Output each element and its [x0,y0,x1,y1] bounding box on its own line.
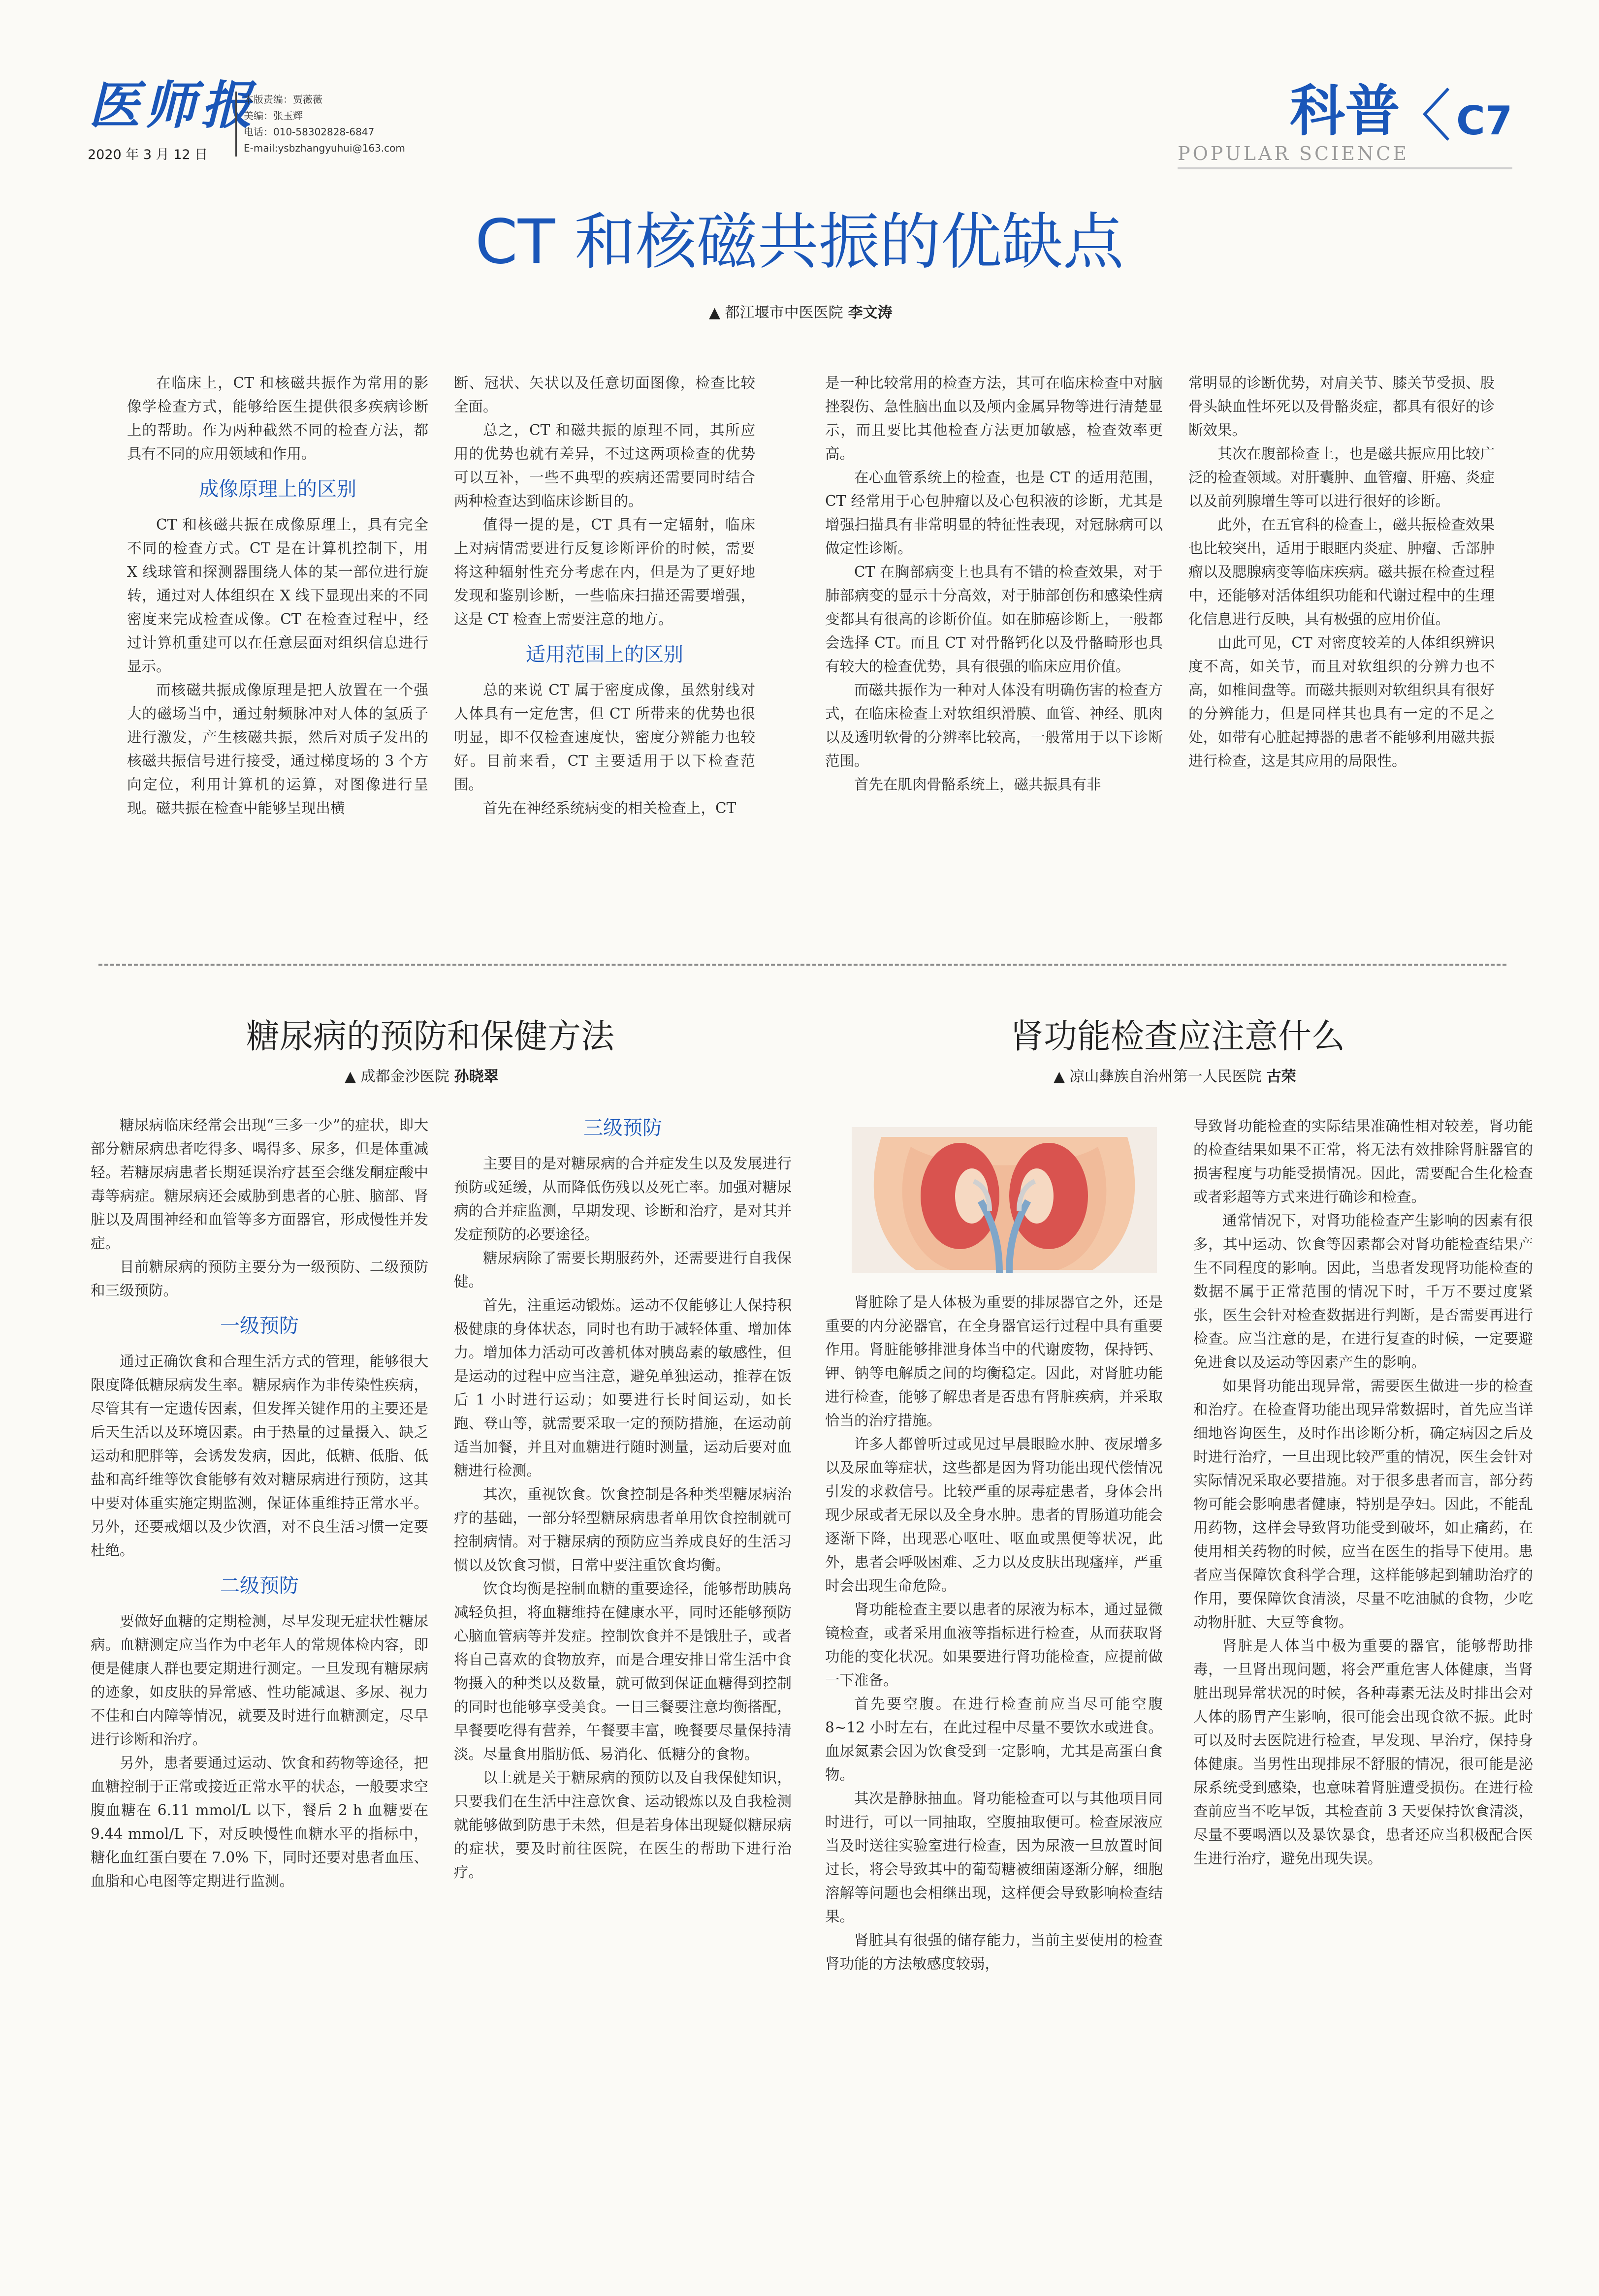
article-title: CT 和核磁共振的优缺点 [475,207,1124,278]
paragraph: 首先在神经系统病变的相关检查上，CT [483,800,736,817]
paragraph: 肾脏具有很强的储存能力，当前主要使用的检查肾功能的方法敏感度较弱， [825,1932,1163,1972]
author-name: 古荣 [1266,1068,1296,1085]
paragraph: 断、冠状、矢状以及任意切面图像，检查比较全面。 [454,375,755,415]
paragraph: 许多人都曾听过或见过早晨眼睑水肿、夜尿增多以及尿血等症状，这些都是因为肾功能出现代偿情况引发的求救信号。比较严重的尿毒症患者，身体会出现少尿或者无尿以及全身水肿。患者的胃肠道功能会逐渐下降，出现恶心呕吐、呕血或黑便等状况，此外，患者会呼吸困难、乏力以及皮肤出现瘙痒，严重时会出现生命危险。 [825,1436,1163,1594]
article-column [454,1113,792,1884]
paragraph: 糖尿病除了需要长期服药外，还需要进行自我保健。 [454,1250,792,1290]
editor-line: E-mail:ysbzhangyuhui@163.com [244,142,405,154]
paragraph: 是一种比较常用的检查方法，其可在临床检查中对脑挫裂伤、急性脑出血以及颅内金属异物等进行清楚显示，而且要比其他检查方法更加敏感，检查效率更高。 [825,375,1163,462]
paragraph: 其次在腹部检查上，也是磁共振应用比较广泛的检查领域。对肝囊肿、血管瘤、肝癌、炎症以及前列腺增生等可以进行很好的诊断。 [1188,445,1495,509]
paragraph: 肾脏是人体当中极为重要的器官，能够帮助排毒，一旦肾出现问题，将会严重危害人体健康，当肾脏出现异常状况的时候，各种毒素无法及时排出会对人体的肠胃产生影响，很可能会出现食欲不振。此时可以及时去医院进行检查，早发现、早治疗，保持身体健康。当男性出现排尿不舒服的情况，很可能是泌尿系统受到感染，也意味着肾脏遭受损伤。在进行检查前应当不吃早饭，其检查前 3 天要保持饮食清淡，尽量不要喝酒以及暴饮暴食，患者还应当积极配合医生进行治疗，避免出现失误。 [1193,1637,1533,1867]
paragraph: 而磁共振作为一种对人体没有明确伤害的检查方式，在临床检查上对软组织滑膜、血管、神经、肌肉以及透明软骨的分辨率比较高，一般常用于以下诊断范围。 [825,682,1163,769]
paragraph: 此外，在五官科的检查上，磁共振检查效果也比较突出，适用于眼眶内炎症、肿瘤、舌部肿瘤以及腮腺病变等临床疾病。磁共振在检查过程中，还能够对活体组织功能和代谢过程中的生理化信息进行反映，具有极强的应用价值。 [1188,516,1495,628]
author-unit: ▲ 成都金沙医院 [345,1068,449,1085]
author-unit: ▲ 凉山彝族自治州第一人民医院 [1054,1068,1262,1085]
article-byline [345,1064,499,1086]
author-name: 李文涛 [848,304,893,321]
author-unit: ▲ 都江堰市中医医院 [709,304,843,321]
publication-date: 2020 年 3 月 12 日 [88,147,208,162]
section-english: POPULAR SCIENCE [1178,143,1409,164]
paragraph: 饮食均衡是控制血糖的重要途径，能够帮助胰岛减轻负担，将血糖维持在健康水平，同时还能够预防心脑血管病等并发症。控制饮食并不是饿肚子，或者将自己喜欢的食物放弃，而是合理安排日常生活中食物摄入的种类以及数量，就可做到保证血糖得到控制的同时也能够享受美食。一日三餐要注意均衡搭配，早餐要吃得有营养，午餐要丰富，晚餐要尽量保持清淡。尽量食用脂肪低、易消化、低糖分的食物。 [454,1580,792,1762]
paragraph: 总之，CT 和磁共振的原理不同，其所应用的优势也就有差异，不过这两项检查的优势可以互补，一些不典型的疾病还需要同时结合两种检查达到临床诊断目的。 [454,422,755,509]
article-byline [1054,1064,1296,1086]
paragraph: 由此可见，CT 对密度较差的人体组织辨识度不高，如关节，而且对软组织的分辨力也不高，如椎间盘等。而磁共振则对软组织具有很好的分辨能力，但是同样其也具有一定的不足之处，如带有心脏起搏器的患者不能够利用磁共振进行检查，这是其应用的局限性。 [1188,634,1495,769]
paragraph: 总的来说 CT 属于密度成像，虽然射线对人体具有一定危害，但 CT 所带来的优势也很明显，即不仅检查速度快，密度分辨能力也较好。目前来看，CT 主要适用于以下检查范围。 [454,682,755,793]
paragraph: 首先，注重运动锻炼。运动不仅能够让人保持积极健康的身体状态，同时也有助于减轻体重、增加体力。增加体力活动可改善机体对胰岛素的敏感性，但是运动的过程中应当注意，避免单独运动，推荐在饭后 1 小时进行运动；如要进行长时间运动，如长跑、登山等，就需要采取一定的预防措施，在运动前适当加餐，并且对血糖进行随时测量，运动后要对血糖进行检测。 [454,1297,792,1479]
section-title: 科普 [1290,79,1400,143]
article-column [1193,1114,1533,1870]
editor-line: 美编：张玉辉 [244,110,303,122]
section-heading: 成像原理上的区别 [199,478,356,501]
paragraph: 而核磁共振成像原理是把人放置在一个强大的磁场当中，通过射频脉冲对人体的氢质子进行激发，产生核磁共振，然后对质子发出的核磁共振信号进行接受，通过梯度场的 3 个方向定位，利用计算机的运算，对图像进行呈现。磁共振在检查中能够呈现出横 [127,682,428,817]
paragraph: 以上就是关于糖尿病的预防以及自我保健知识，只要我们在生活中注意饮食、运动锻炼以及自我检测就能够做到防患于未然，但是若身体出现疑似糖尿病的症状，要及时前往医院，在医生的帮助下进行治疗。 [454,1769,792,1881]
paragraph: 其次是静脉抽血。肾功能检查可以与其他项目同时进行，可以一同抽取，空腹抽取便可。检查尿液应当及时送往实验室进行检查，因为尿液一旦放置时间过长，将会导致其中的葡萄糖被细菌逐渐分解，细胞溶解等问题也会相继出现，这样便会导致影响检查结果。 [825,1790,1163,1925]
paragraph: 首先要空腹。在进行检查前应当尽可能空腹 8~12 小时左右，在此过程中尽量不要饮水或进食。血尿氮素会因为饮食受到一定影响，尤其是高蛋白食物。 [825,1696,1163,1783]
header-divider [1178,167,1512,169]
article-title: 肾功能检查应注意什么 [1010,1017,1345,1056]
paragraph: 要做好血糖的定期检测，尽早发现无症状性糖尿病。血糖测定应当作为中老年人的常规体检内容，即便是健康人群也要定期进行测定。一旦发现有糖尿病的迹象，如皮肤的异常感、性功能减退、多尿、视力不佳和白内障等情况，就要及时进行血糖测定，尽早进行诊断和治疗。 [91,1613,428,1748]
article-column [454,371,755,820]
editor-line: 本版责编：贾薇薇 [244,94,322,105]
article-title: 糖尿病的预防和保健方法 [246,1017,615,1056]
paragraph: 肾功能检查主要以患者的尿液为标本，通过显微镜检查，或者采用血液等指标进行检查，从而获取肾功能的变化状况。如果要进行肾功能检查，应提前做一下准备。 [825,1601,1163,1689]
paragraph: 其次，重视饮食。饮食控制是各种类型糖尿病治疗的基础，一部分轻型糖尿病患者单用饮食控制就可控制病情。对于糖尿病的预防应当养成良好的生活习惯以及饮食习惯，日常中要注重饮食均衡。 [454,1486,792,1573]
paragraph: 糖尿病临床经常会出现“三多一少”的症状，即大部分糖尿病患者吃得多、喝得多、尿多，但是体重减轻。若糖尿病患者长期延误治疗甚至会继发酮症酸中毒等病症。糖尿病还会威胁到患者的心脏、脑部、肾脏以及周围神经和血管等多方面器官，形成慢性并发症。 [91,1117,428,1252]
paragraph: 导致肾功能检查的实际结果准确性相对较差，肾功能的检查结果如果不正常，将无法有效排除肾脏器官的损害程度与功能受损情况。因此，需要配合生化检查或者彩超等方式来进行确诊和检查。 [1193,1118,1533,1205]
chevron-left-icon [1418,85,1457,144]
paragraph: 如果肾功能出现异常，需要医生做进一步的检查和治疗。在检查肾功能出现异常数据时，首先应当详细地咨询医生，及时作出诊断分析，确定病因之后及时进行治疗，一旦出现比较严重的情况，医生会针对实际情况采取必要措施。对于很多患者而言，部分药物可能会影响患者健康，特别是孕妇。因此，不能乱用药物，这样会导致肾功能受到破坏，如止痛药，在使用相关药物的时候，应当在医生的指导下使用。患者应当保障饮食科学合理，这样能够起到辅助治疗的作用，要保障饮食清淡，尽量不吃油腻的食物，少吃动物肝脏、大豆等食物。 [1193,1378,1533,1631]
paragraph: 值得一提的是，CT 具有一定辐射，临床上对病情需要进行反复诊断评价的时候，需要将这种辐射性充分考虑在内，但是为了更好地发现和鉴别诊断，一些临床扫描还需要增强，这是 CT 检查上需要注意的地方。 [454,516,755,628]
paragraph: 另外，患者要通过运动、饮食和药物等途径，把血糖控制于正常或接近正常水平的状态，一般要求空腹血糖在 6.11 mmol/L 以下，餐后 2 h 血糖要在 9.44 mmol/L 下，对反映慢性血糖水平的指标中，糖化血红蛋白要在 7.0% 下，同时还要对患者血压、血脂和心电图等定期进行监测。 [91,1755,428,1889]
paragraph: 常明显的诊断优势，对肩关节、膝关节受损、股骨头缺血性坏死以及骨骼炎症，都具有很好的诊断效果。 [1188,375,1495,439]
article-column [825,371,1163,796]
paragraph: 首先在肌肉骨骼系统上，磁共振具有非 [854,776,1101,793]
paragraph: 在心血管系统上的检查，也是 CT 的适用范围，CT 经常用于心包肿瘤以及心包积液的诊断，尤其是增强扫描具有非常明显的特征性表现，对冠脉病可以做定性诊断。 [825,469,1163,557]
article-column [127,371,428,820]
paragraph: CT 在胸部病变上也具有不错的检查效果，对于肺部病变的显示十分高效，对于肺部创伤和感染性病变都具有很高的诊断价值。如在肺癌诊断上，一般都会选择 CT。而且 CT 对骨骼钙化以及骨骼畸形也具有较大的检查优势，具有很强的临床应用价值。 [825,564,1163,675]
paragraph: 肾脏除了是人体极为重要的排尿器官之外，还是重要的内分泌器官，在全身器官运行过程中具有重要作用。肾脏能够排泄身体当中的代谢废物，保持钙、钾、钠等电解质之间的均衡稳定。因此，对肾脏功能进行检查，能够了解患者是否患有肾脏疾病，并采取恰当的治疗措施。 [825,1294,1163,1429]
article-column [1188,371,1495,773]
section-heading: 二级预防 [220,1574,299,1597]
section-heading: 一级预防 [220,1315,299,1337]
author-name: 孙晓翠 [454,1068,499,1085]
article-column [825,1290,1163,1976]
paragraph: 主要目的是对糖尿病的合并症发生以及发展进行预防或延缓，从而降低伤残以及死亡率。加强对糖尿病的合并症监测，早期发现、诊断和治疗，是对其并发症预防的必要途径。 [454,1155,792,1243]
paragraph: 通常情况下，对肾功能检查产生影响的因素有很多，其中运动、饮食等因素都会对肾功能检查结果产生不同程度的影响。因此，当患者发现肾功能检查的数据不属于正常范围的情况下时，千万不要过度紧张，医生会针对检查数据进行判断，是否需要再进行检查。应当注意的是，在进行复查的时候，一定要避免进食以及运动等因素产生的影响。 [1193,1212,1533,1371]
paragraph: 通过正确饮食和合理生活方式的管理，能够很大限度降低糖尿病发生率。糖尿病作为非传染性疾病，尽管其有一定遗传因素，但发挥关键作用的主要还是后天生活以及环境因素。由于热量的过量摄入、缺乏运动和肥胖等，会诱发发病，因此，低糖、低脂、低盐和高纤维等饮食能够有效对糖尿病进行预防，这其中要对体重实施定期监测，保证体重维持正常水平。另外，还要戒烟以及少饮酒，对不良生活习惯一定要杜绝。 [91,1353,428,1559]
paragraph: CT 和核磁共振在成像原理上，具有完全不同的检查方式。CT 是在计算机控制下，用 X 线球管和探测器围绕人体的某一部位进行旋转，通过对人体组织在 X 线下显现出来的不同密度来完成检查成像。CT 在检查过程中，经过计算机重建可以在任意层面对组织信息进行显示。 [127,516,428,675]
page-number: C7 [1456,98,1513,144]
paragraph: 目前糖尿病的预防主要分为一级预防、二级预防和三级预防。 [91,1258,428,1299]
newspaper-logo: 医师报 [89,75,257,135]
section-heading: 适用范围上的区别 [526,643,683,666]
section-heading: 三级预防 [583,1117,662,1139]
article-byline [709,300,893,322]
paragraph: 在临床上，CT 和核磁共振作为常用的影像学检查方式，能够给医生提供很多疾病诊断上的帮助。作为两种截然不同的检查方法，都具有不同的应用领域和作用。 [127,375,428,462]
kidney-illustration-icon [852,1127,1157,1273]
article-column [91,1113,428,1893]
editor-line: 电话：010-58302828-6847 [244,126,375,138]
editor-info [235,92,405,157]
section-divider [98,964,1506,966]
